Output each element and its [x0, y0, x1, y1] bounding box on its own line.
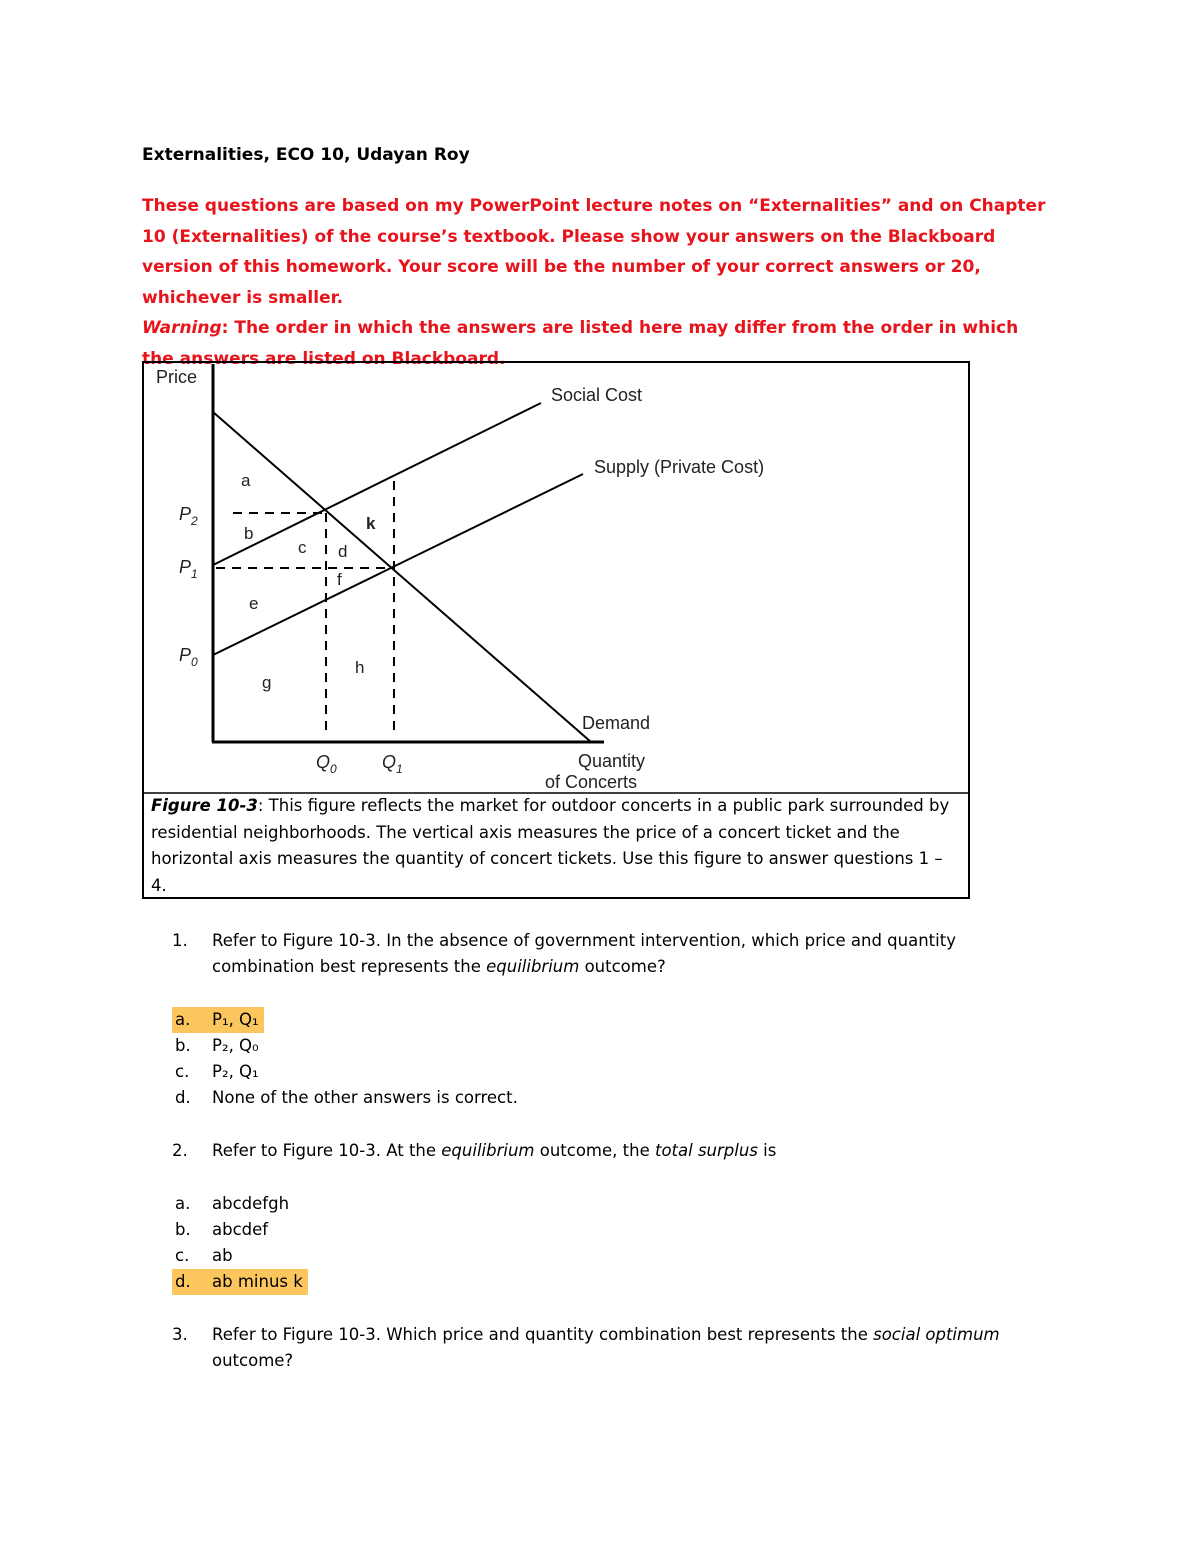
- social-cost-label: Social Cost: [551, 385, 643, 405]
- question-text: Refer to Figure 10-3. In the absence of government intervention, which price and quantity combination best represents the equilibrium outcome?: [212, 931, 956, 976]
- q1-option-a[interactable]: a. P₁, Q₁: [172, 1007, 264, 1033]
- question-text: Refer to Figure 10-3. Which price and quantity combination best represents the social optimum outcome?: [212, 1325, 1000, 1370]
- p2-label: $P_2$: [179, 504, 198, 528]
- quantity-label-line1: Quantity: [578, 751, 646, 771]
- warning-label: Warning: [142, 318, 222, 338]
- q1-label: $Q_1$: [382, 752, 403, 776]
- figure-caption: [151, 793, 963, 899]
- area-k-label: k: [366, 514, 376, 533]
- area-g-label: g: [262, 673, 272, 692]
- figure-10-3: [142, 361, 970, 899]
- question-number: 1.: [172, 931, 188, 950]
- question-3: [172, 1322, 1062, 1374]
- intro-text: These questions are based on my PowerPoint lecture notes on “Externalities” and on Chapter 10 (Externalities) of the course’s textbook. Please show your answers on the Blackboard version of this homework. Your score will be the number of your correct answers or 20, whichever is smaller.: [142, 196, 1046, 308]
- p0-label: $P_0$: [179, 645, 198, 669]
- q2-option-d[interactable]: d. ab minus k: [172, 1269, 308, 1295]
- demand-label: Demand: [582, 713, 651, 733]
- area-c-label: c: [298, 538, 307, 557]
- area-f-label: f: [337, 570, 342, 589]
- intro-paragraph: [142, 191, 1052, 374]
- supply-curve: [213, 474, 583, 655]
- q0-label: $Q_0$: [316, 752, 337, 776]
- area-e-label: e: [249, 594, 259, 613]
- quantity-label-line2: of Concerts: [545, 772, 638, 792]
- area-b-label: b: [244, 524, 254, 543]
- question-number: 2.: [172, 1141, 188, 1160]
- price-axis-label: Price: [156, 367, 198, 387]
- social-cost-curve: [213, 403, 541, 565]
- p1-label: $P_1$: [179, 557, 198, 581]
- demand-curve: [213, 412, 591, 742]
- caption-text: : This figure reflects the market for outdoor concerts in a public park surrounded by residential neighborhoods. The vertical axis measures the price of a concert ticket and the horizontal axis measures the quantity of concert tickets. Use this figure to answer questions 1 – 4.: [151, 796, 950, 895]
- area-d-label: d: [338, 542, 348, 561]
- warning-text: : The order in which the answers are listed here may differ from the order in which the answers are listed on Blackboard.: [142, 318, 1019, 369]
- question-number: 3.: [172, 1325, 188, 1344]
- question-1: [172, 928, 1062, 980]
- supply-label: Supply (Private Cost): [594, 457, 765, 477]
- question-2: [172, 1138, 1062, 1164]
- question-text: Refer to Figure 10-3. At the equilibrium outcome, the total surplus is: [212, 1141, 777, 1160]
- caption-label: Figure 10-3: [151, 796, 258, 815]
- document-title: Externalities, ECO 10, Udayan Roy: [142, 145, 470, 165]
- area-a-label: a: [241, 471, 251, 490]
- area-h-label: h: [355, 658, 365, 677]
